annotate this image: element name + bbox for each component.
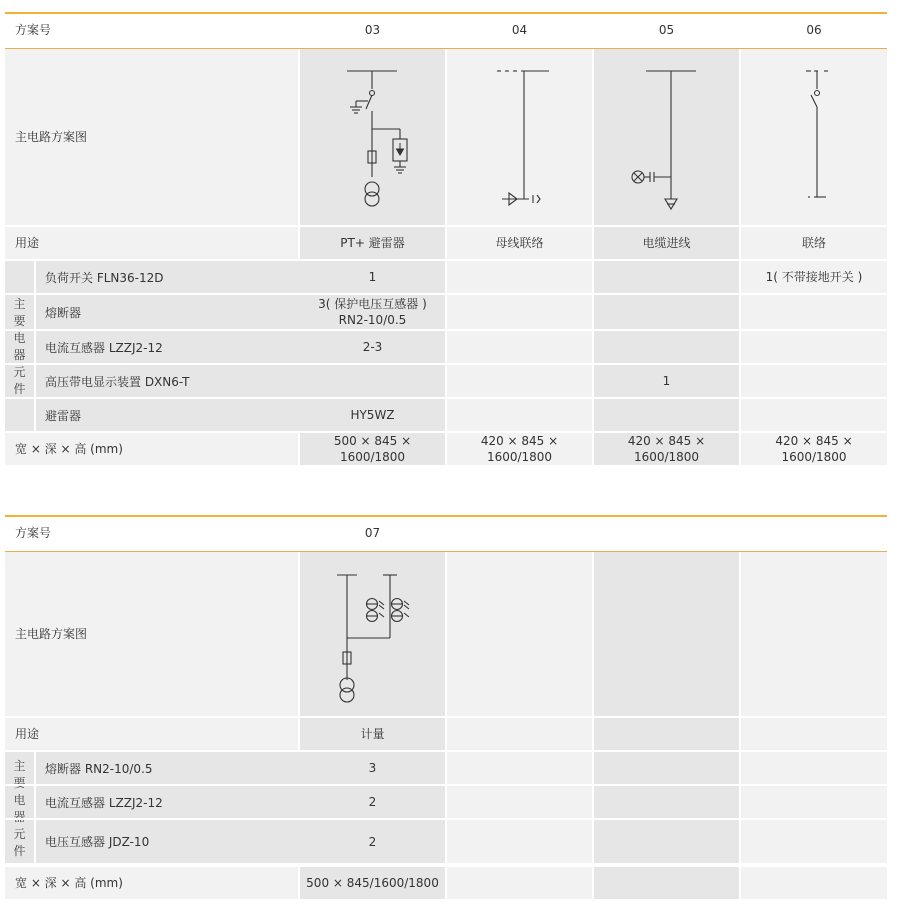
side-char: 要 xyxy=(13,314,26,328)
component-value xyxy=(741,399,887,433)
side-char: 电 xyxy=(13,331,26,345)
header-row xyxy=(5,517,887,551)
diagram-label: 主电路方案图 xyxy=(5,49,300,227)
dimensions-value: 420 × 845 × 1600/1800 xyxy=(741,433,887,467)
usage-value: PT+ 避雷器 xyxy=(300,227,447,261)
component-value xyxy=(447,786,594,820)
usage-row xyxy=(5,227,887,261)
component-name: 负荷开关 FLN36-12D xyxy=(36,261,300,293)
header-row xyxy=(5,14,887,48)
circuit-diagram-06 xyxy=(741,49,887,227)
side-char: 元 xyxy=(13,826,26,841)
usage-value xyxy=(741,718,887,752)
component-value xyxy=(447,331,594,365)
component-value-text: 3( 保护电压互感器 ) RN2-10/0.5 xyxy=(318,297,427,327)
component-name: 避雷器 xyxy=(36,399,300,431)
component-value xyxy=(447,399,594,433)
side-char: 件 xyxy=(13,843,26,858)
scheme-number xyxy=(594,517,741,551)
scheme-number xyxy=(741,517,887,551)
scheme-number xyxy=(447,517,594,551)
dimensions-value: 420 × 845 × 1600/1800 xyxy=(447,433,594,467)
component-value xyxy=(447,261,594,295)
component-value xyxy=(594,331,741,365)
usage-value xyxy=(594,718,741,752)
empty-cell xyxy=(741,552,887,718)
side-char: 要 xyxy=(13,775,26,790)
usage-value: 计量 xyxy=(300,718,447,752)
scheme-table-1 xyxy=(5,12,887,468)
usage-label: 用途 xyxy=(5,718,300,752)
diagram-label: 主电路方案图 xyxy=(5,552,300,718)
side-char: 器 xyxy=(13,348,26,362)
usage-row xyxy=(5,718,887,752)
dimensions-value: 420 × 845 × 1600/1800 xyxy=(594,433,741,467)
usage-value: 联络 xyxy=(741,227,887,261)
component-value: 1( 不带接地开关 ) xyxy=(741,261,887,295)
scheme-table-2 xyxy=(5,515,887,905)
component-value xyxy=(447,820,594,865)
usage-label: 用途 xyxy=(5,227,300,261)
component-value xyxy=(447,752,594,786)
dimensions-label: 宽 × 深 × 高 (mm) xyxy=(5,433,300,467)
scheme-label: 方案号 xyxy=(5,517,300,551)
dimensions-row xyxy=(5,433,887,467)
diagram-row xyxy=(5,49,887,227)
dimensions-row xyxy=(5,867,887,901)
component-value: 2 xyxy=(300,820,447,865)
component-name: 电压互感器 JDZ-10 xyxy=(36,820,300,863)
scheme-number: 03 xyxy=(300,14,447,48)
component-value xyxy=(741,752,887,786)
component-value xyxy=(594,820,741,865)
side-char: 器 xyxy=(13,809,26,824)
component-value xyxy=(447,295,594,331)
scheme-number: 06 xyxy=(741,14,887,48)
component-value: 3 xyxy=(300,752,447,786)
component-name: 高压带电显示装置 DXN6-T xyxy=(36,365,300,397)
dimensions-value xyxy=(594,867,741,901)
component-name: 熔断器 RN2-10/0.5 xyxy=(36,752,300,784)
component-value xyxy=(447,365,594,399)
empty-cell xyxy=(447,552,594,718)
component-value xyxy=(594,261,741,295)
component-value xyxy=(741,365,887,399)
component-name: 电流互感器 LZZJ2-12 xyxy=(36,786,300,818)
dimensions-value xyxy=(741,867,887,901)
scheme-number: 07 xyxy=(300,517,447,551)
side-char: 电 xyxy=(13,792,26,807)
component-value: HY5WZ xyxy=(300,399,447,433)
component-value xyxy=(300,295,447,331)
component-value: 2 xyxy=(300,786,447,820)
circuit-diagram-04 xyxy=(447,49,594,227)
component-name: 电流互感器 LZZJ2-12 xyxy=(36,331,300,363)
component-value xyxy=(594,399,741,433)
empty-cell xyxy=(594,552,741,718)
usage-value: 电缆进线 xyxy=(594,227,741,261)
side-char: 元 xyxy=(13,365,26,379)
diagram-row xyxy=(5,552,887,718)
dimensions-value xyxy=(447,867,594,901)
circuit-diagram-03 xyxy=(300,49,447,227)
component-value xyxy=(594,295,741,331)
usage-value xyxy=(447,718,594,752)
component-value xyxy=(594,786,741,820)
component-value xyxy=(300,365,447,399)
component-value xyxy=(741,786,887,820)
component-value: 1 xyxy=(594,365,741,399)
usage-value: 母线联络 xyxy=(447,227,594,261)
dimensions-value: 500 × 845/1600/1800 xyxy=(300,867,447,901)
component-value xyxy=(741,331,887,365)
circuit-diagram-07 xyxy=(300,552,447,718)
component-value xyxy=(741,820,887,865)
side-char: 主 xyxy=(13,758,26,773)
side-char: 主 xyxy=(13,297,26,311)
scheme-number: 04 xyxy=(447,14,594,48)
dimensions-value: 500 × 845 × 1600/1800 xyxy=(300,433,447,467)
component-value: 1 xyxy=(300,261,447,295)
component-value xyxy=(594,752,741,786)
dimensions-label: 宽 × 深 × 高 (mm) xyxy=(5,867,300,901)
component-value xyxy=(741,295,887,331)
circuit-diagram-05 xyxy=(594,49,741,227)
component-value: 2-3 xyxy=(300,331,447,365)
scheme-label: 方案号 xyxy=(5,14,300,48)
side-char: 件 xyxy=(13,382,26,396)
component-name: 熔断器 xyxy=(36,295,300,329)
scheme-number: 05 xyxy=(594,14,741,48)
